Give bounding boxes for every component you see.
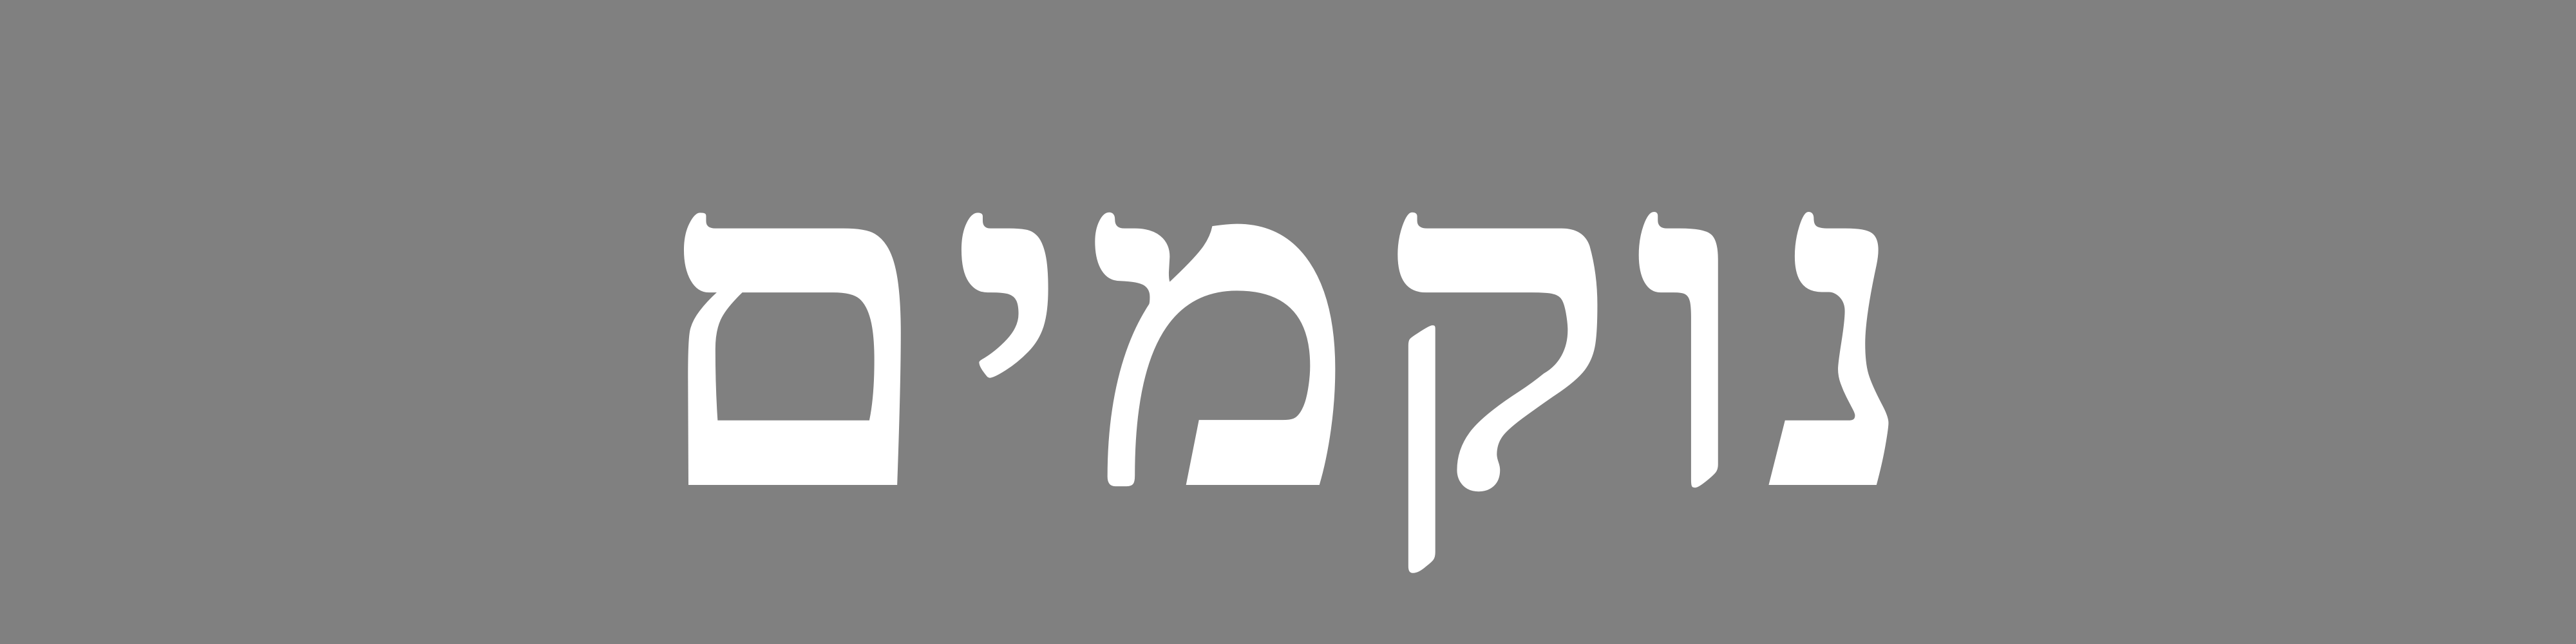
hebrew-word: נוקמים <box>647 50 1929 594</box>
